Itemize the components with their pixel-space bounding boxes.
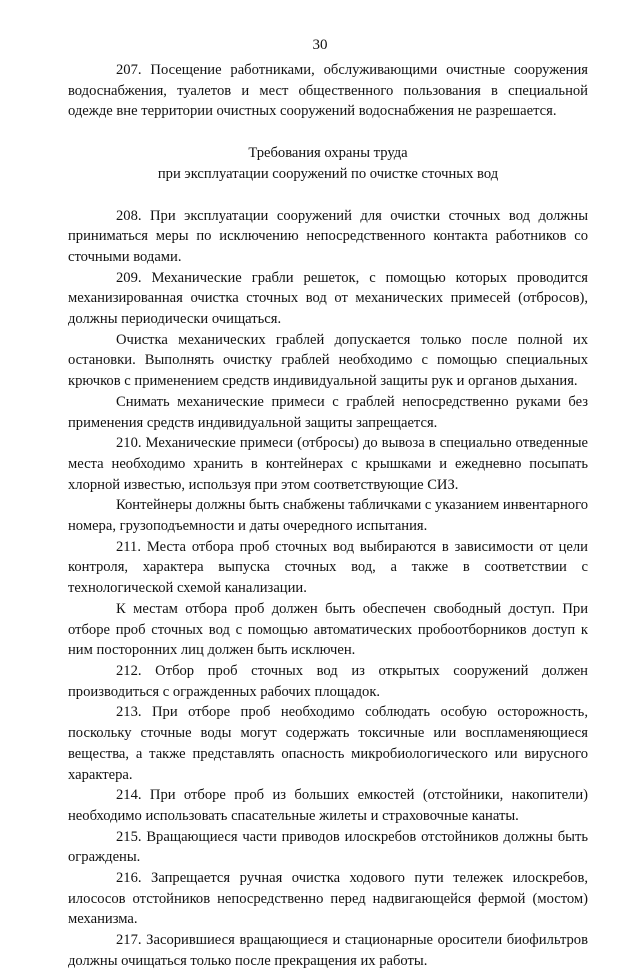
section-heading — [68, 143, 588, 184]
paragraph-211: 211. Места отбора проб сточных вод выбираются в зависимости от цели контроля, характера выпуска сточных вод, а также в соответствии с технологической схемой канализации. — [68, 538, 588, 597]
page-number: 30 — [312, 37, 328, 53]
document-body — [68, 60, 588, 972]
section-heading-line-1: Требования охраны труда — [248, 145, 408, 162]
paragraph-209-prohibition: Снимать механические примеси с граблей непосредственно руками без применения средств индивидуальной защиты запрещается. — [68, 393, 588, 431]
paragraph-207: 207. Посещение работниками, обслуживающими очистные сооружения водоснабжения, туалетов и мест общественного пользования в специальной одежде вне территории очистных сооружений водоснабжения не разрешается. — [68, 62, 588, 120]
paragraph-212: 212. Отбор проб сточных вод из открытых сооружений должен производиться с огражденных рабочих площадок. — [68, 662, 588, 700]
paragraph-211-access: К местам отбора проб должен быть обеспечен свободный доступ. При отборе проб сточных вод с помощью автоматических пробоотборников доступ к ним посторонних лиц должен быть исключен. — [68, 600, 588, 659]
paragraph-216: 216. Запрещается ручная очистка ходового пути тележек илоскребов, илососов отстойников непосредственно перед надвигающейся фермой (мостом) механизма. — [68, 870, 588, 928]
paragraph-215: 215. Вращающиеся части приводов илоскребов отстойников должны быть ограждены. — [68, 828, 588, 866]
paragraph-208: 208. При эксплуатации сооружений для очистки сточных вод должны приниматься меры по исключению непосредственного контакта работников со сточными водами. — [68, 207, 588, 265]
paragraph-210: 210. Механические примеси (отбросы) до вывоза в специально отведенные места необходимо хранить в контейнерах с крышками и ежедневно посыпать хлорной известью, используя при этом соответствующие СИЗ. — [68, 435, 588, 493]
paragraph-210-containers: Контейнеры должны быть снабжены табличками с указанием инвентарного номера, грузоподъемности и даты очередного испытания. — [68, 497, 588, 535]
paragraph-213: 213. При отборе проб необходимо соблюдать особую осторожность, поскольку сточные воды могут содержать токсичные или воспламеняющиеся вещества, а также представлять опасность микробиологического или вирусного характера. — [68, 704, 588, 783]
section-heading-line-2: при эксплуатации сооружений по очистке сточных вод — [157, 165, 499, 182]
paragraph-214: 214. При отборе проб из больших емкостей (отстойники, накопители) необходимо использовать спасательные жилеты и страховочные канаты. — [68, 787, 588, 824]
paragraph-217: 217. Засорившиеся вращающиеся и стационарные оросители биофильтров должны очищаться только после прекращения их работы. — [68, 932, 588, 969]
paragraph-209-cleaning: Очистка механических граблей допускается только после полной их остановки. Выполнять очистку граблей необходимо с помощью специальных крючков с применением средств индивидуальной защиты рук и органов дыхания. — [68, 331, 588, 390]
paragraph-209: 209. Механические грабли решеток, с помощью которых проводится механизированная очистка сточных вод от механических примесей (отбросов), должны периодически очищаться. — [68, 269, 588, 328]
